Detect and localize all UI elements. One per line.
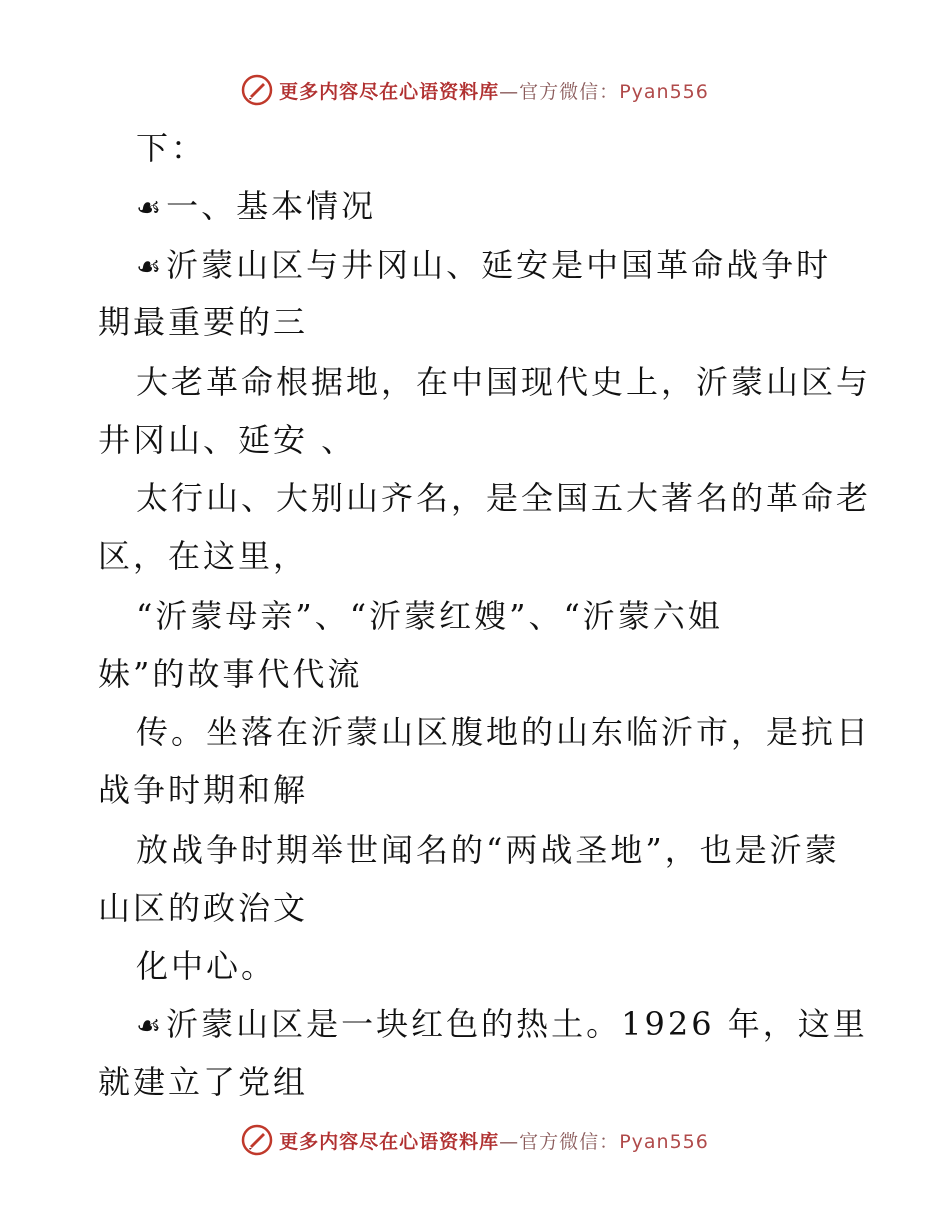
text-line: 就建立了党组 — [98, 1063, 309, 1101]
text-line: 太行山、大别山齐名，是全国五大著名的革命老 — [136, 479, 872, 517]
fleuron-bullet-icon: ☙ — [136, 1009, 165, 1042]
text-line: 期最重要的三 — [98, 303, 309, 341]
text-line: 山区的政治文 — [98, 889, 309, 927]
paragraph-line: ☙沂蒙山区是一块红色的热土。1926 年，这里 — [136, 1005, 868, 1043]
banner-text: 更多内容尽在心语资料库—官方微信：Pyan556 — [279, 1130, 709, 1153]
text-line: 区，在这里， — [98, 537, 309, 575]
text-line: 妹”的故事代代流 — [98, 655, 363, 693]
fleuron-bullet-icon: ☙ — [136, 191, 165, 224]
text-line: 化中心。 — [136, 947, 277, 985]
banner-text: 更多内容尽在心语资料库—官方微信：Pyan556 — [279, 80, 709, 103]
quill-logo-icon — [241, 74, 273, 106]
text-line: 井冈山、延安 、 — [98, 421, 357, 459]
text-line: 传。坐落在沂蒙山区腹地的山东临沂市，是抗日 — [136, 713, 872, 751]
heading-line: ☙一、基本情况 — [136, 187, 377, 225]
text-line: 大老革命根据地，在中国现代史上，沂蒙山区与 — [136, 363, 872, 401]
text-line: 放战争时期举世闻名的“两战圣地”，也是沂蒙 — [136, 831, 840, 869]
quill-logo-icon — [241, 1124, 273, 1156]
text-line: 下： — [136, 129, 207, 167]
text-line: 战争时期和解 — [98, 771, 309, 809]
fleuron-bullet-icon: ☙ — [136, 250, 165, 283]
paragraph-line: ☙沂蒙山区与井冈山、延安是中国革命战争时 — [136, 246, 832, 284]
footer-banner — [0, 1120, 950, 1160]
header-banner — [0, 70, 950, 110]
text-line: “沂蒙母亲”、“沂蒙红嫂”、“沂蒙六姐 — [136, 597, 723, 635]
